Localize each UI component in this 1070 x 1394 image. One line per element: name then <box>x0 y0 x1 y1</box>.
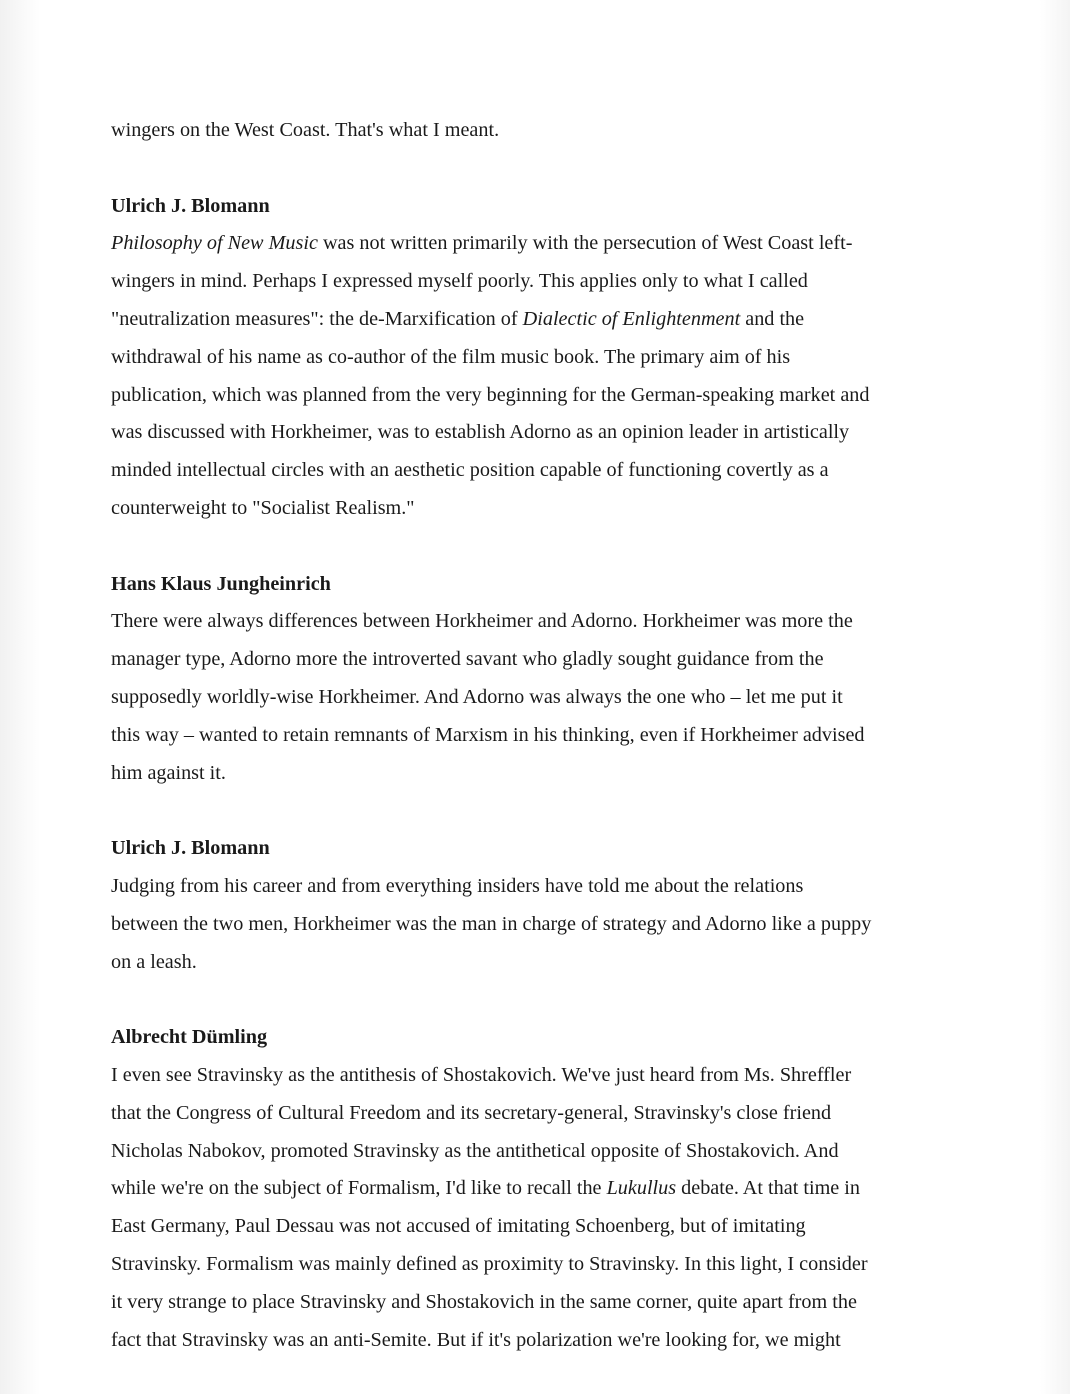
line-text: Judging from his career and from everything insiders have told me about the relations <box>111 874 804 897</box>
line-text: that the Congress of Cultural Freedom and its secretary-general, Stravinsky's close friend <box>111 1101 832 1124</box>
line-text: publication, which was planned from the very beginning for the German-speaking market and <box>111 383 870 406</box>
paragraph-spacer <box>111 792 941 830</box>
line-text: was not written primarily with the persecution of West Coast left- <box>317 232 853 255</box>
paragraph-line <box>111 1095 941 1133</box>
line-text: wingers in mind. Perhaps I expressed myself poorly. This applies only to what I called <box>111 270 808 293</box>
paragraph-line <box>111 1133 941 1171</box>
paragraph-line: wingers on the West Coast. That's what I meant. <box>111 119 500 141</box>
paragraph-line <box>111 377 941 415</box>
speaker-name: Ulrich J. Blomann <box>111 194 270 217</box>
paragraph-line <box>111 414 941 452</box>
line-text: fact that Stravinsky was an anti-Semite. But if it's polarization we're looking for, we might <box>111 1328 841 1351</box>
paragraph-line <box>111 1246 941 1284</box>
italic-title-text: Philosophy of New Music <box>111 232 318 255</box>
paragraph-line <box>111 490 941 528</box>
paragraph-line <box>111 301 941 339</box>
paragraph-line <box>111 1057 941 1095</box>
paragraph-line <box>111 1208 941 1246</box>
line-text: on a leash. <box>111 950 197 973</box>
line-text: Nicholas Nabokov, promoted Stravinsky as the antithetical opposite of Shostakovich. And <box>111 1139 839 1162</box>
paragraph-line <box>111 603 941 641</box>
paragraph-spacer <box>111 981 941 1019</box>
paragraph-line <box>111 263 941 301</box>
line-text: counterweight to "Socialist Realism." <box>111 496 415 519</box>
speaker-paragraph <box>111 603 941 792</box>
line-text: while we're on the subject of Formalism, I'd like to recall the <box>111 1177 607 1200</box>
paragraph-line <box>111 452 941 490</box>
line-text: was discussed with Horkheimer, was to establish Adorno as an opinion leader in artistically <box>111 421 850 444</box>
paragraph-line <box>111 755 941 793</box>
paragraph-line <box>111 868 941 906</box>
speaker-name: Ulrich J. Blomann <box>111 837 270 860</box>
speaker-paragraph <box>111 225 941 527</box>
italic-title-text: Lukullus <box>606 1177 677 1200</box>
line-text: debate. At that time in <box>676 1177 860 1200</box>
paragraph-line <box>111 1170 941 1208</box>
line-text: Stravinsky. Formalism was mainly defined as proximity to Stravinsky. In this light, I consider <box>111 1252 868 1275</box>
speaker-name: Albrecht Dümling <box>111 1026 268 1049</box>
paragraph-line <box>111 679 941 717</box>
paragraph-line <box>111 944 941 982</box>
speaker-paragraph <box>111 1057 941 1359</box>
paragraph-line <box>111 339 941 377</box>
paragraph-line <box>111 906 941 944</box>
line-text: this way – wanted to retain remnants of Marxism in his thinking, even if Horkheimer advised <box>111 723 865 746</box>
line-text: minded intellectual circles with an aesthetic position capable of functioning covertly as a <box>111 459 829 482</box>
paragraph-spacer <box>111 528 941 566</box>
paragraph-line <box>111 1284 941 1322</box>
paragraph-line <box>111 1322 941 1360</box>
line-text: him against it. <box>111 761 226 784</box>
paragraph-line <box>111 641 941 679</box>
line-text: between the two men, Horkheimer was the man in charge of strategy and Adorno like a puppy <box>111 912 872 935</box>
line-text: and the <box>740 307 805 330</box>
line-text: I even see Stravinsky as the antithesis of Shostakovich. We've just heard from Ms. Shreffler <box>111 1063 852 1086</box>
line-text: withdrawal of his name as co-author of the film music book. The primary aim of his <box>111 345 791 368</box>
speaker-paragraph <box>111 868 941 981</box>
transcript-body <box>111 112 941 1359</box>
paragraph-line <box>111 225 941 263</box>
line-text: manager type, Adorno more the introverted savant who gladly sought guidance from the <box>111 648 824 671</box>
line-text: supposedly worldly-wise Horkheimer. And Adorno was always the one who – let me put it <box>111 685 843 708</box>
line-text: There were always differences between Horkheimer and Adorno. Horkheimer was more the <box>111 610 853 633</box>
line-text: it very strange to place Stravinsky and Shostakovich in the same corner, quite apart from the <box>111 1290 857 1313</box>
paragraph-line <box>111 717 941 755</box>
paragraph-spacer <box>111 150 941 188</box>
line-text: "neutralization measures": the de-Marxification of <box>111 307 523 330</box>
italic-title-text: Dialectic of Enlightenment <box>522 307 741 330</box>
speaker-name: Hans Klaus Jungheinrich <box>111 572 331 595</box>
continuation-paragraph <box>111 112 941 150</box>
line-text: East Germany, Paul Dessau was not accused of imitating Schoenberg, but of imitating <box>111 1215 806 1238</box>
